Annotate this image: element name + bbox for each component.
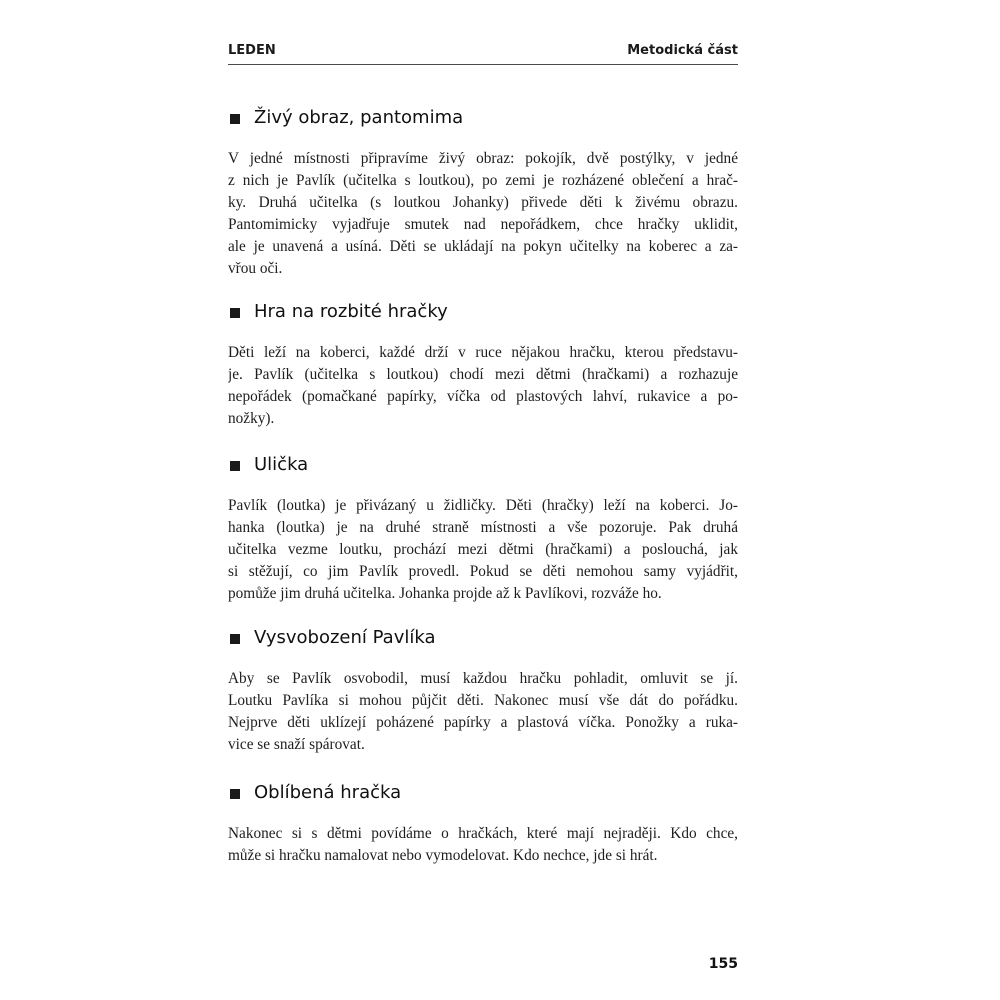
text-line: může si hračku namalovat nebo vymodelovat. Kdo nechce, jde si hrát. [228,847,658,864]
text-line: nepořádek (pomačkané papírky, víčka od plastových lahví, rukavice a po- [228,388,738,405]
section-heading [228,781,738,809]
text-line: V jedné místnosti připravíme živý obraz: pokojík, dvě postýlky, v jedné [228,150,738,167]
text-line: pomůže jim druhá učitelka. Johanka projde až k Pavlíkovi, rozváže ho. [228,585,662,602]
section-zivy-obraz [228,106,738,280]
section-heading [228,626,738,654]
section-body [228,495,738,605]
text-line: vřou oči. [228,260,283,277]
running-header [228,40,738,65]
section-title: Vysvobození Pavlíka [254,627,436,648]
section-oblibena-hracka [228,781,738,867]
text-line: Pantomimicky vyjadřuje smutek nad nepořádkem, chce hračky uklidit, [228,216,738,233]
text-line: Pavlík (loutka) je přivázaný u židličky. Děti (hračky) leží na koberci. Jo- [228,497,738,514]
heading-bullet-square-icon [230,461,240,471]
section-heading [228,453,738,481]
section-title: Hra na rozbité hračky [254,301,448,322]
section-body [228,823,738,867]
page-number: 155 [708,956,738,972]
section-hra-na-rozbite-hracky [228,300,738,430]
section-title: Oblíbená hračka [254,782,402,803]
section-heading [228,106,738,134]
text-line: z nich je Pavlík (učitelka s loutkou), po zemi je rozházené oblečení a hrač- [228,172,738,189]
text-line: učitelka vezme loutku, prochází mezi dětmi (hračkami) a poslouchá, jak [228,541,738,558]
heading-bullet-square-icon [230,114,240,124]
section-title: Živý obraz, pantomima [254,107,464,128]
header-chapter: LEDEN [228,43,276,58]
section-vysvobozeni-pavlika [228,626,738,756]
text-line: Nakonec si s dětmi povídáme o hračkách, které mají nejraději. Kdo chce, [228,825,738,842]
text-line: ale je unavená a usíná. Děti se ukládají na pokyn učitelky na koberec a za- [228,238,738,255]
text-line: nožky). [228,410,275,427]
section-body [228,148,738,280]
section-ulicka [228,453,738,605]
text-line: Aby se Pavlík osvobodil, musí každou hračku pohladit, omluvit se jí. [228,670,738,687]
section-heading [228,300,738,328]
header-section: Metodická část [627,43,738,58]
text-line: je. Pavlík (učitelka s loutkou) chodí mezi dětmi (hračkami) a rozhazuje [228,366,738,383]
text-line: Děti leží na koberci, každé drží v ruce nějakou hračku, kterou představu- [228,344,738,361]
section-title: Ulička [254,454,309,475]
text-line: hanka (loutka) je na druhé straně místnosti a vše pozoruje. Pak druhá [228,519,738,536]
text-line: vice se snaží spárovat. [228,736,365,753]
section-body [228,342,738,430]
heading-bullet-square-icon [230,789,240,799]
heading-bullet-square-icon [230,634,240,644]
text-line: si stěžují, co jim Pavlík provedl. Pokud se děti nemohou samy vyjádřit, [228,563,738,580]
heading-bullet-square-icon [230,308,240,318]
section-body [228,668,738,756]
text-line: Loutku Pavlíka si mohou půjčit děti. Nakonec musí vše dát do pořádku. [228,692,738,709]
text-line: Nejprve děti uklízejí poházené papírky a plastová víčka. Ponožky a ruka- [228,714,738,731]
text-line: ky. Druhá učitelka (s loutkou Johanky) přivede děti k živému obrazu. [228,194,738,211]
